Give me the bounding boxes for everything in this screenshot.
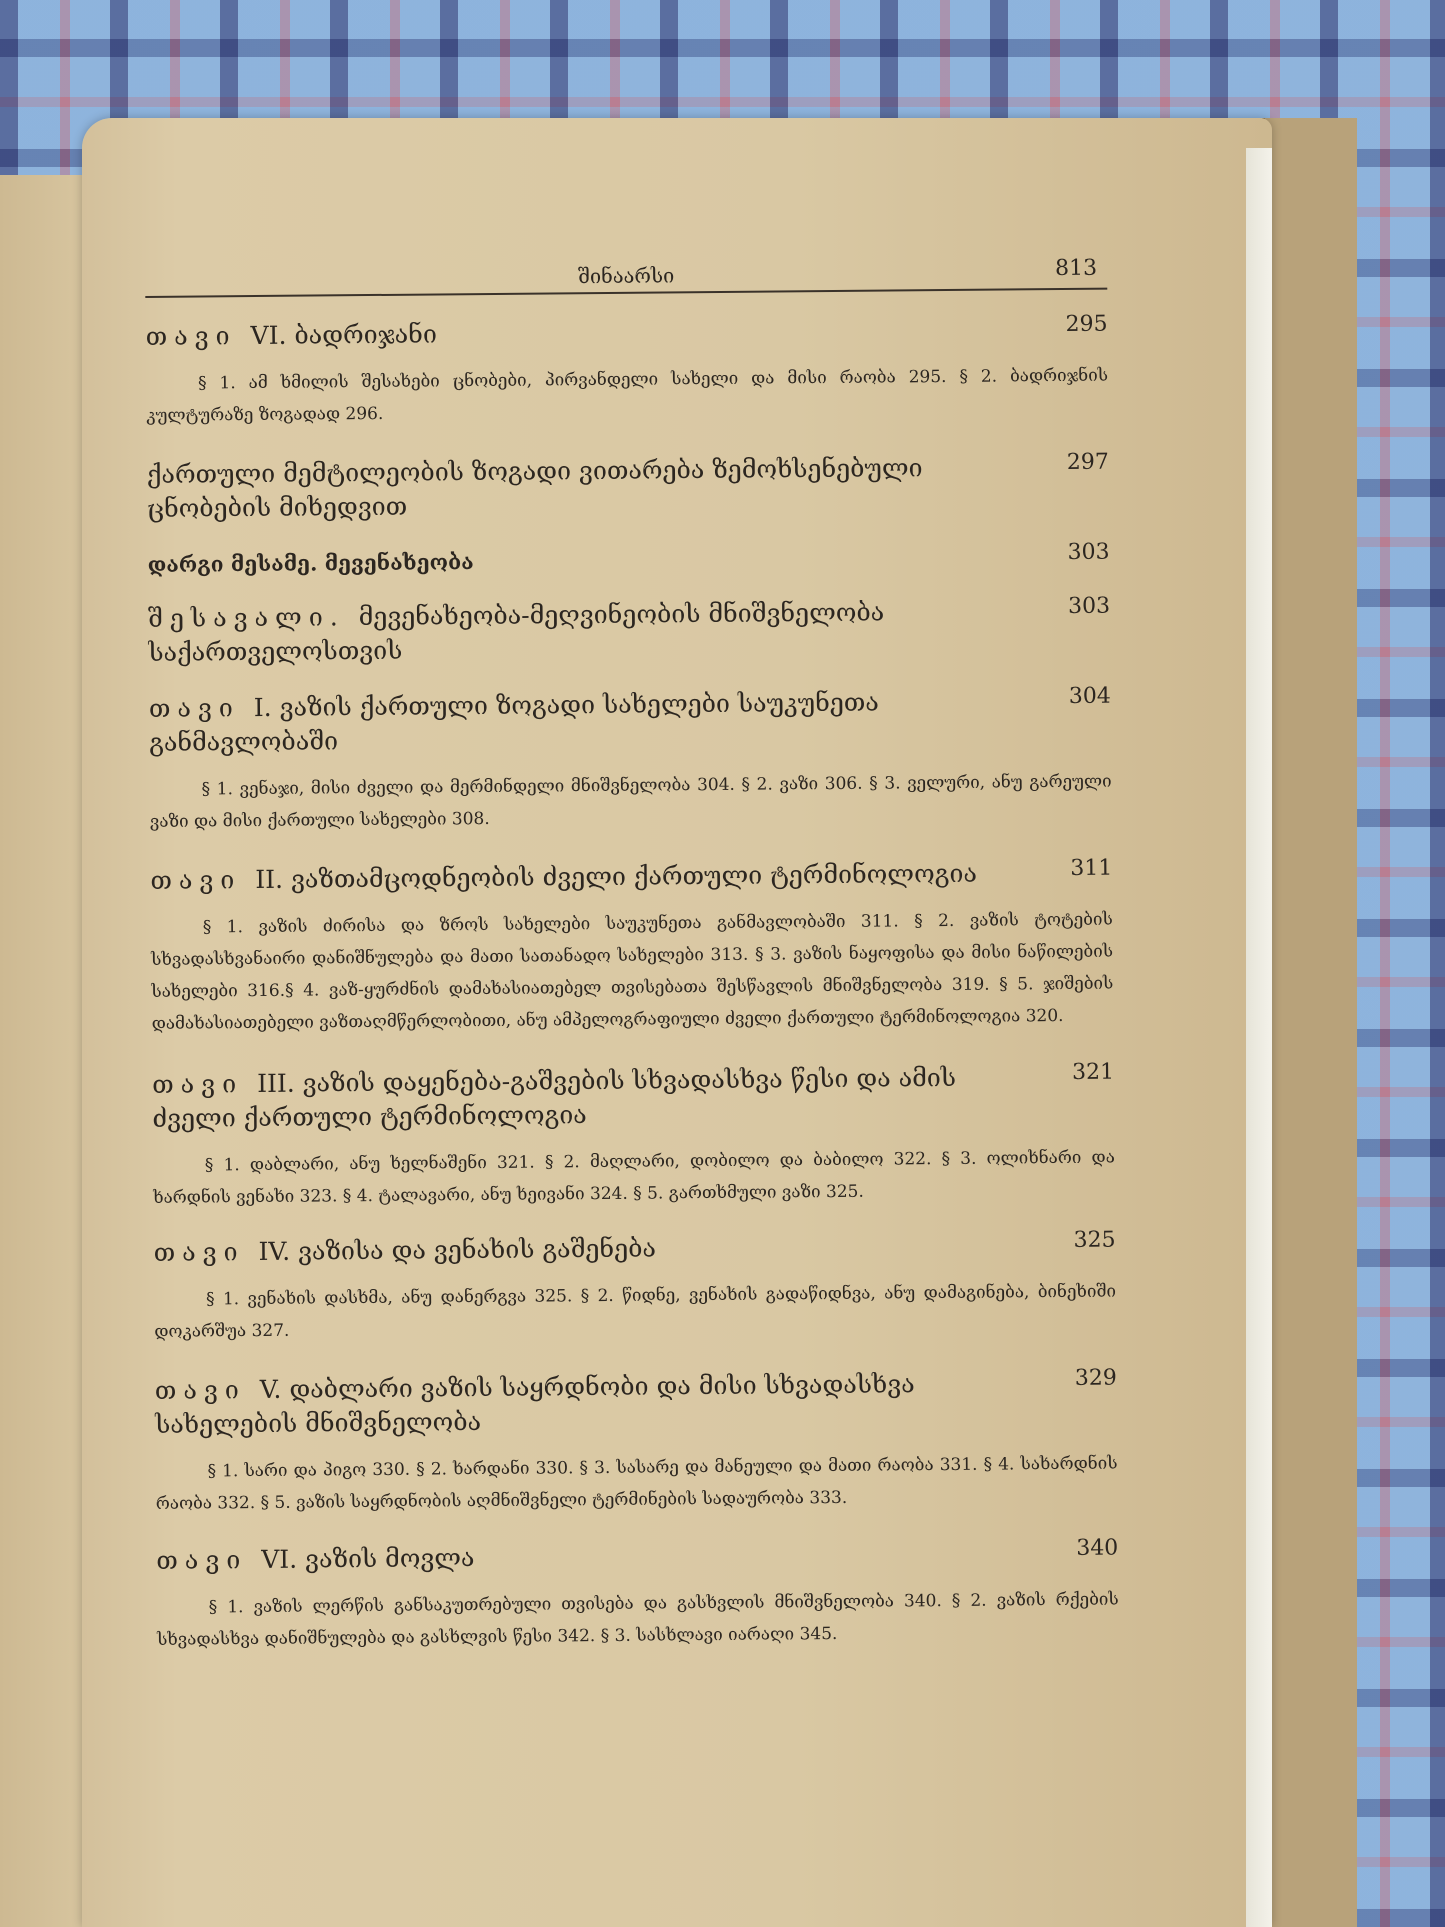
toc-entry [146, 312, 1109, 432]
toc-heading [149, 684, 1112, 760]
toc-heading [152, 1060, 1115, 1136]
toc-entry [155, 1366, 1118, 1520]
toc-entry [156, 1536, 1119, 1656]
chapter-title: VI. ბადრიჯანი [250, 319, 437, 351]
chapter-label: თავი [150, 865, 242, 895]
toc-page-number: 321 [1071, 1059, 1115, 1085]
chapter-title: დარგი მესამე. მევენახეობა [147, 549, 474, 577]
toc-subsections: § 1. დაბლარი, ანუ ხელნაშენი 321. § 2. მაღლარი, დობილო და ბაბილო 322. § 3. ოლიხნარი და ხარდნის ვენახი 323. § 4. ტალავარი, ანუ ხეივანი 324. § 5. გართხმული ვაზი 325. [153, 1147, 1115, 1208]
chapter-label: თავი [145, 321, 237, 351]
toc-page-number: 295 [1065, 311, 1108, 337]
chapter-label: შესავალი. [147, 602, 345, 633]
chapter-title: მევენახეობა-მეღვინეობის მნიშვნელობა საქართველოსთვის [148, 597, 885, 667]
toc-heading [147, 540, 1109, 582]
toc-heading [156, 1536, 1118, 1578]
left-page [0, 175, 90, 1927]
toc-heading [148, 594, 1111, 670]
toc-page-number: 304 [1068, 683, 1111, 709]
toc-entry [149, 684, 1112, 838]
toc-page-number: 311 [1070, 855, 1113, 881]
toc-entry [153, 1228, 1116, 1348]
toc-subsections: § 1. ამ ხმილის შესახები ცნობები, პირვანდელი სახელი და მისი რაობა 295. § 2. ბადრიჯნის კულტურაზე ზოგადად 296. [146, 365, 1109, 426]
toc-heading [155, 1366, 1118, 1442]
toc-subsections: § 1. ვენაჯი, მისი ძველი და მერმინდელი მნიშვნელობა 304. § 2. ვაზი 306. § 3. ველური, ანუ გარეული ვაზი და მისი ქართული სახელები 308. [149, 771, 1112, 832]
toc-page-number: 325 [1073, 1227, 1116, 1253]
toc-heading [153, 1228, 1115, 1270]
toc-entry [147, 450, 1110, 526]
toc-page-number: 340 [1076, 1535, 1119, 1561]
table-of-contents [145, 254, 1119, 1656]
chapter-label: თავი [156, 1545, 248, 1575]
page-number: 813 [1054, 255, 1098, 282]
chapter-title: II. ვაზთამცოდნეობის ძველი ქართული ტერმინოლოგია [255, 858, 978, 895]
chapter-title: III. ვაზის დაყენება-გაშვების სხვადასხვა წესი და ამის ძველი ქართული ტერმინოლოგია [152, 1062, 957, 1133]
chapter-label: თავი [152, 1069, 244, 1099]
chapter-label: თავი [148, 693, 240, 723]
chapter-title: I. ვაზის ქართული ზოგადი სახელები საუკუნეთა განმავლობაში [149, 687, 879, 757]
toc-heading [150, 856, 1112, 898]
chapter-title: IV. ვაზისა და ვენახის გაშენება [258, 1233, 657, 1267]
book-cover [1262, 118, 1357, 1927]
toc-page-number: 303 [1067, 593, 1111, 619]
toc-entry [147, 540, 1109, 582]
toc-subsections: § 1. ვენახის დასხმა, ანუ დანერგვა 325. § 2. წიდნე, ვენახის გადაწიდნვა, ანუ დამაგინება, ბინეხიში დოკარშუა 327. [154, 1281, 1117, 1342]
running-head-title: შინაარსი [577, 263, 675, 289]
toc-subsections: § 1. ვაზის ლერწის განსაკუთრებული თვისება და გასხვლის მნიშვნელობა 340. § 2. ვაზის რქების სხვადასხვა დანიშნულება და გასხლვის წესი 342. § 3. სასხლავი იარაღი 345. [156, 1589, 1119, 1650]
toc-page-number: 329 [1074, 1365, 1117, 1391]
toc-subsections: § 1. ვაზის ძირისა და ზროს სახელები საუკუნეთა განმავლობაში 311. § 2. ვაზის ტოტების სხვადასხვანაირი დანიშნულება და მათი სათანადო სახელები 313. § 3. ვაზის ნაყოფისა და მისი ნაწილების სახელები 316.§ 4. ვაზ-ყურძნის დამახასიათებელ თვისებათა შესწავლის მნიშვნელობა 319. § 5. ჯიშების დამახასიათებელი ვაზთაღმწერლობითი, ანუ ამპელოგრაფიული ძველი ქართული ტერმინოლოგია 320. [151, 909, 1114, 1034]
toc-entry [148, 594, 1111, 670]
running-head [145, 254, 1107, 298]
chapter-label: თავი [154, 1375, 246, 1405]
toc-heading [147, 450, 1110, 526]
chapter-label: თავი [153, 1237, 245, 1267]
chapter-title: ქართული მემტილეობის ზოგადი ვითარება ზემოხსენებული ცნობების მიხედვით [146, 453, 923, 523]
toc-entry [152, 1060, 1115, 1214]
toc-page-number: 297 [1066, 449, 1109, 475]
toc-subsections: § 1. სარი და პიგო 330. § 2. ხარდანი 330. § 3. სასარე და მანეული და მათი რაობა 331. § 4. სახარდნის რაობა 332. § 5. ვაზის საყრდნობის აღმნიშვნელი ტერმინების სადაურობა 333. [155, 1453, 1118, 1514]
chapter-title: VI. ვაზის მოვლა [261, 1543, 475, 1575]
chapter-title: V. დაბლარი ვაზის საყრდნობი და მისი სხვადასხვა სახელების მნიშვნელობა [155, 1369, 915, 1439]
toc-entries [146, 312, 1120, 1656]
toc-page-number: 303 [1067, 539, 1110, 565]
toc-heading [146, 312, 1108, 354]
toc-entry [150, 856, 1113, 1040]
page-edge [1246, 148, 1272, 1927]
